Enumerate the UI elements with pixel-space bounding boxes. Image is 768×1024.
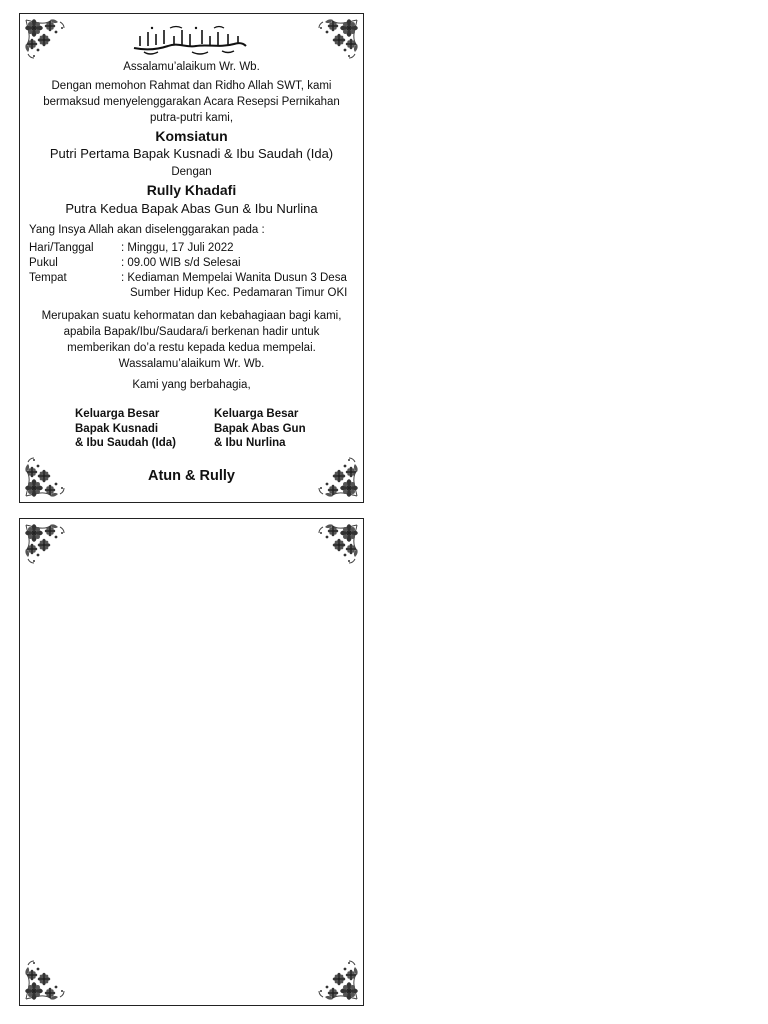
detail-label: Hari/Tanggal <box>29 242 94 254</box>
couple-names: Atun & Rully <box>148 468 235 484</box>
detail-label: Tempat <box>29 272 67 284</box>
family-line: Bapak Kusnadi <box>75 422 159 435</box>
closing-paragraph <box>20 308 363 356</box>
connector-text: Dengan <box>171 166 212 178</box>
closing-line: Merupakan suatu kehormatan dan kebahagiaan bagi kami, <box>41 310 342 322</box>
floral-corner-icon <box>22 957 68 1003</box>
floral-corner-icon <box>315 16 361 62</box>
family-line: Keluarga Besar <box>75 408 160 420</box>
greeting: Assalamu’alaikum Wr. Wb. <box>123 61 260 73</box>
detail-row-date <box>29 241 359 255</box>
groom-parents: Putra Kedua Bapak Abas Gun & Ibu Nurlina <box>65 201 318 216</box>
detail-value: : 09.00 WIB s/d Selesai <box>121 257 241 269</box>
floral-corner-icon <box>315 957 361 1003</box>
detail-value: : Kediaman Mempelai Wanita Dusun 3 Desa <box>121 272 347 284</box>
intro-paragraph <box>20 78 363 126</box>
family-line: & Ibu Nurlina <box>214 437 286 449</box>
family-groom <box>214 407 306 451</box>
bride-name: Komsiatun <box>155 128 228 144</box>
detail-value: : Minggu, 17 Juli 2022 <box>121 242 234 254</box>
intro-line: bermaksud menyelenggarakan Acara Resepsi Pernikahan <box>43 96 340 108</box>
closing-line: apabila Bapak/Ibu/Saudara/i berkenan hadir untuk <box>63 326 320 338</box>
detail-row-place <box>29 271 359 299</box>
detail-value-continued: Sumber Hidup Kec. Pedamaran Timur OKI <box>130 287 348 299</box>
event-intro: Yang Insya Allah akan diselenggarakan pada : <box>29 224 265 236</box>
closing-line: memberikan do’a restu kepada kedua mempelai. <box>67 342 316 354</box>
family-line: Keluarga Besar <box>214 408 299 420</box>
detail-row-time <box>29 256 359 270</box>
bismillah-calligraphy-icon <box>130 24 250 56</box>
farewell: Wassalamu’alaikum Wr. Wb. <box>118 358 265 370</box>
detail-label: Pukul <box>29 257 58 269</box>
groom-name: Rully Khadafi <box>146 182 237 198</box>
family-bride <box>75 407 176 451</box>
signoff: Kami yang berbahagia, <box>132 379 251 391</box>
family-line: Bapak Abas Gun <box>214 422 306 435</box>
bride-parents: Putri Pertama Bapak Kusnadi & Ibu Saudah (Ida) <box>49 146 334 161</box>
floral-corner-icon <box>315 521 361 567</box>
floral-corner-icon <box>22 16 68 62</box>
blank-card <box>19 518 364 1006</box>
intro-line: putra-putri kami, <box>149 112 234 124</box>
family-line: & Ibu Saudah (Ida) <box>75 437 176 449</box>
invitation-card <box>19 13 364 503</box>
intro-line: Dengan memohon Rahmat dan Ridho Allah SWT, kami <box>51 80 332 92</box>
floral-corner-icon <box>22 521 68 567</box>
